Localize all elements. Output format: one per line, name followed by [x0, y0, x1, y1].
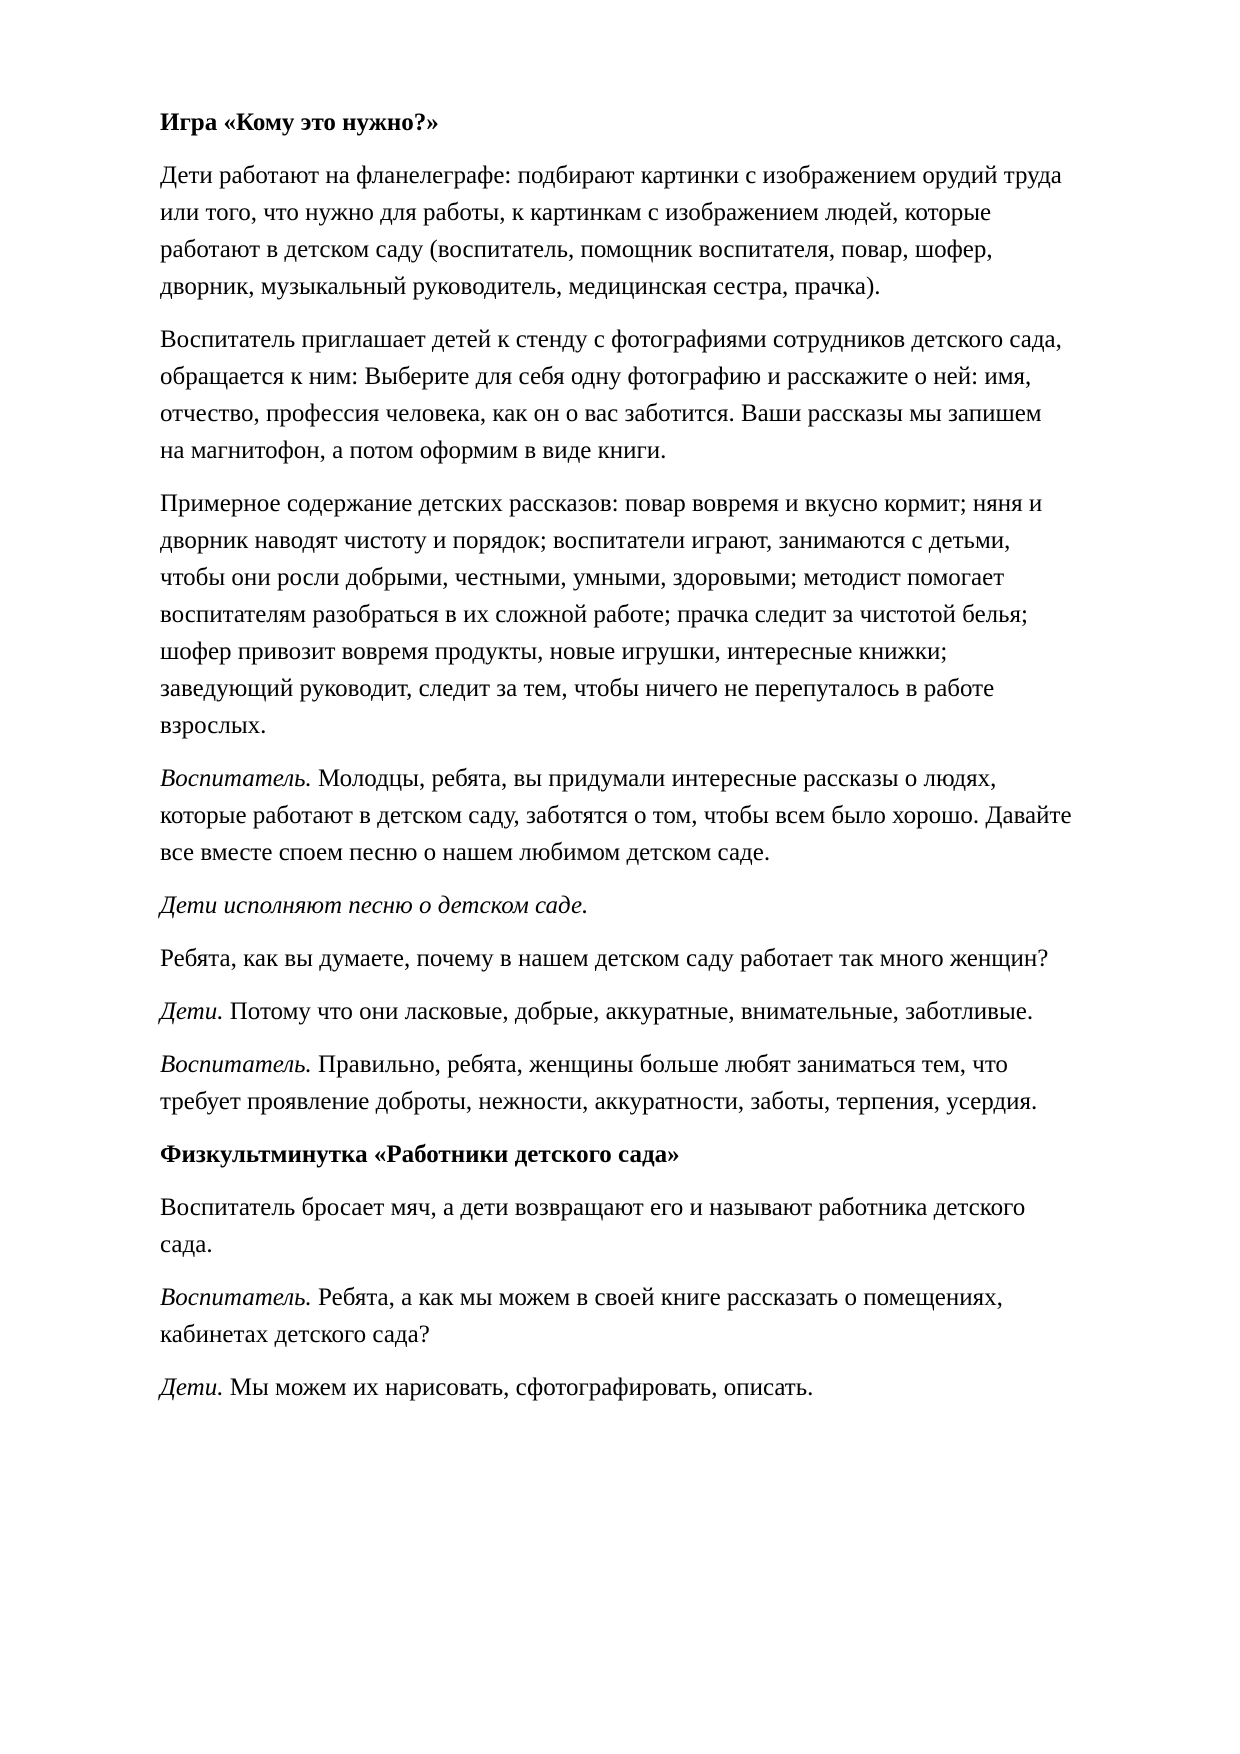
- paragraph-teacher-book-question: [160, 1279, 1072, 1353]
- paragraph-text: Потому что они ласковые, добрые, аккуратные, внимательные, заботливые.: [223, 998, 1034, 1025]
- paragraph-ball-game: Воспитатель бросает мяч, а дети возвращают его и называют работника детского сада.: [160, 1194, 1026, 1258]
- speaker-label-teacher: Воспитатель.: [160, 1051, 312, 1078]
- paragraph-question-women: Ребята, как вы думаете, почему в нашем детском саду работает так много женщин?: [160, 945, 1049, 972]
- paragraph-children-book-answer: [160, 1369, 1072, 1406]
- paragraph-photo-stand: Воспитатель приглашает детей к стенду с фотографиями сотрудников детского сада, обращается к ним: Выберите для себя одну фотографию и расскажите о ней: имя, отчество, профессия человека, как он о вас заботится. Ваши рассказы мы запишем на магнитофон, а потом оформим в виде книги.: [160, 326, 1062, 464]
- paragraph-text: Мы можем их нарисовать, сфотографировать, описать.: [223, 1374, 814, 1401]
- paragraph-text: Ребята, а как мы можем в своей книге рассказать о помещениях, кабинетах детского сада?: [160, 1284, 1003, 1348]
- paragraph-flannelgraph: Дети работают на фланелеграфе: подбирают картинки с изображением орудий труда или того, что нужно для работы, к картинкам с изображением людей, которые работают в детском саду (воспитатель, помощник воспитателя, повар, шофер, дворник, музыкальный руководитель, медицинская сестра, прачка).: [160, 162, 1062, 300]
- paragraph-text: Правильно, ребята, женщины больше любят заниматься тем, что требует проявление доброты, нежности, аккуратности, заботы, терпения, усердия.: [160, 1051, 1038, 1115]
- paragraph-children-answer: [160, 993, 1072, 1030]
- paragraph-stage-direction-song: Дети исполняют песню о детском саде.: [160, 892, 589, 919]
- paragraph-text: Молодцы, ребята, вы придумали интересные рассказы о людях, которые работают в детском саду, заботятся о том, чтобы всем было хорошо. Давайте все вместе споем песню о нашем любимом детском саде.: [160, 765, 1072, 866]
- speaker-label-children: Дети.: [160, 998, 224, 1025]
- paragraph-sample-stories: Примерное содержание детских рассказов: повар вовремя и вкусно кормит; няня и дворник наводят чистоту и порядок; воспитатели играют, занимаются с детьми, чтобы они росли добрыми, честными, умными, здоровыми; методист помогает воспитателям разобраться в их сложной работе; прачка следит за чистотой белья; шофер привозит вовремя продукты, новые игрушки, интересные книжки; заведующий руководит, следит за тем, чтобы ничего не перепуталось в работе взрослых.: [160, 490, 1043, 739]
- section-heading-physical-minute: Физкультминутка «Работники детского сада»: [160, 1141, 680, 1168]
- speaker-label-teacher: Воспитатель.: [160, 1284, 312, 1311]
- paragraph-teacher-praise: [160, 760, 1072, 871]
- speaker-label-children: Дети.: [160, 1374, 224, 1401]
- paragraph-teacher-confirm: [160, 1046, 1072, 1120]
- speaker-label-teacher: Воспитатель.: [160, 765, 312, 792]
- section-heading-game: Игра «Кому это нужно?»: [160, 109, 439, 136]
